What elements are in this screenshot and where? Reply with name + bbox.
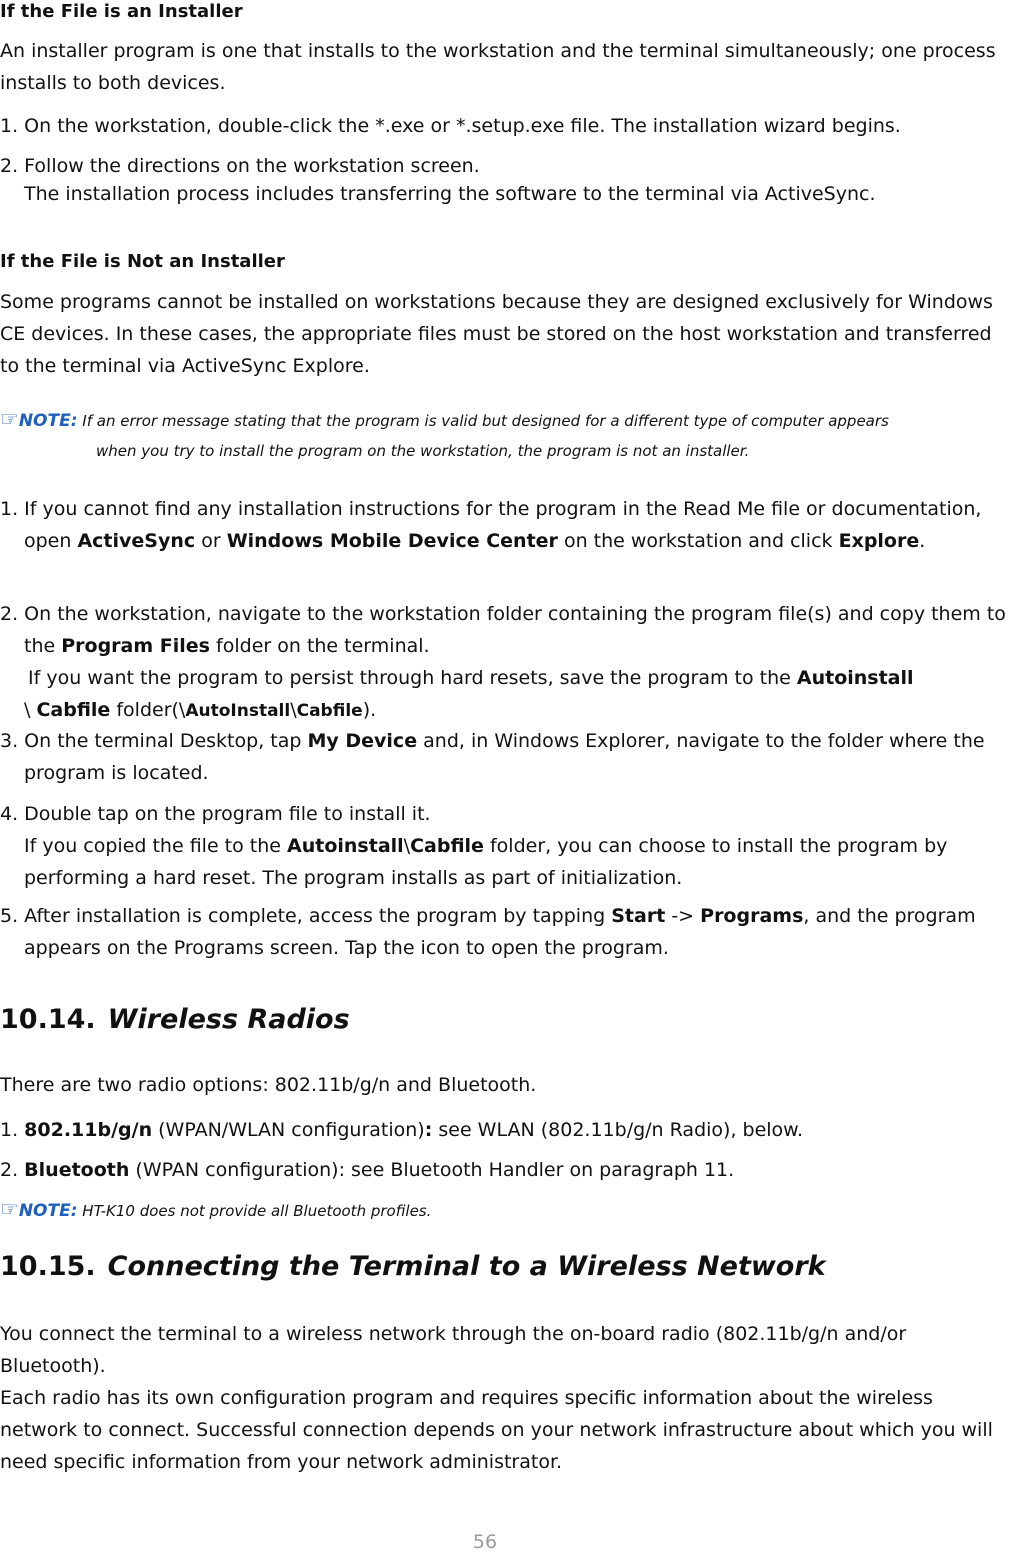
not-installer-heading: If the File is Not an Installer <box>0 251 285 272</box>
not-installer-step-3: 3. On the terminal Desktop, tap My Device and, in Windows Explorer, navigate to the folder where the program is located. <box>0 730 985 784</box>
radios-note <box>0 1194 1008 1226</box>
installer-intro: An installer program is one that installs to the workstation and the terminal simultaneously; one process installs to both devices. <box>0 40 996 94</box>
wmdc-ref: Windows Mobile Device Center <box>226 530 558 552</box>
note-label: NOTE: <box>18 1201 78 1221</box>
not-installer-step-2: 2. On the workstation, navigate to the workstation folder containing the program file(s) and copy them to the Program Files folder on the terminal. If you want the program to persist through hard resets, save the program to the Autoinstall \ Cabfile folder(\AutoInstall\Cabfile). <box>0 598 1008 727</box>
not-installer-step-4: 4. Double tap on the program file to install it. If you copied the file to the Autoinstall\Cabfile folder, you can choose to install the program by performing a hard reset. The program installs as part of initialization. <box>0 803 948 889</box>
pointing-hand-icon: ☞ <box>0 1197 19 1221</box>
programs-ref: Programs <box>700 905 804 927</box>
page-number: 56 <box>472 1531 498 1553</box>
explore-ref: Explore <box>838 530 920 552</box>
radios-intro: There are two radio options: 802.11b/g/n and Bluetooth. <box>0 1074 537 1096</box>
connecting-para-1: You connect the terminal to a wireless network through the on-board radio (802.11b/g/n and/or Bluetooth). <box>0 1323 907 1377</box>
radios-item-1: 1. 802.11b/g/n (WPAN/WLAN configuration): see WLAN (802.11b/g/n Radio), below. <box>0 1119 804 1141</box>
start-ref: Start <box>611 905 666 927</box>
pointing-hand-icon: ☞ <box>0 407 19 431</box>
installer-step-2-detail: The installation process includes transferring the software to the terminal via ActiveSync. <box>24 183 876 205</box>
section-number: 10.15. <box>0 1251 96 1282</box>
section-title: Connecting the Terminal to a Wireless Network <box>107 1251 826 1282</box>
note-text-line2: when you try to install the program on the workstation, the program is not an installer. <box>96 442 750 460</box>
not-installer-intro: Some programs cannot be installed on workstations because they are designed exclusively for Windows CE devices. In these cases, the appropriate files must be stored on the host workstation and transferred to the terminal via ActiveSync Explore. <box>0 291 993 377</box>
section-10-14-heading <box>0 1000 350 1040</box>
section-title: Wireless Radios <box>107 1004 350 1035</box>
installer-heading: If the File is an Installer <box>0 1 243 22</box>
my-device-ref: My Device <box>307 730 418 752</box>
activesync-ref: ActiveSync <box>77 530 196 552</box>
radios-item-2: 2. Bluetooth (WPAN configuration): see Bluetooth Handler on paragraph 11. <box>0 1159 735 1181</box>
note-label: NOTE: <box>18 411 78 431</box>
section-number: 10.14. <box>0 1004 96 1035</box>
connecting-para-2: Each radio has its own configuration program and requires specific information about the wireless network to connect. Successful connection depends on your network infrastructure about which you will need specific information from your network administrator. <box>0 1387 993 1473</box>
installer-step-1: 1. On the workstation, double-click the *.exe or *.setup.exe file. The installation wizard begins. <box>0 115 901 137</box>
note-text: HT-K10 does not provide all Bluetooth profiles. <box>77 1202 432 1220</box>
not-installer-step-5: 5. After installation is complete, access the program by tapping Start -> Programs, and the program appears on the Programs screen. Tap the icon to open the program. <box>0 905 976 959</box>
not-installer-step-2-detail: If you want the program to persist through hard resets, save the program to the Autoinstall <box>28 667 914 689</box>
installer-step-2: 2. Follow the directions on the workstation screen. <box>0 155 480 177</box>
program-files-ref: Program Files <box>61 635 210 657</box>
section-10-15-heading <box>0 1247 826 1287</box>
note-text-line1: If an error message stating that the program is valid but designed for a different type of computer appears <box>77 412 889 430</box>
not-installer-step-1: 1. If you cannot find any installation instructions for the program in the Read Me file or documentation, open ActiveSync or Windows Mobile Device Center on the workstation and click Explore. <box>0 498 982 552</box>
note-callout <box>0 404 1008 466</box>
